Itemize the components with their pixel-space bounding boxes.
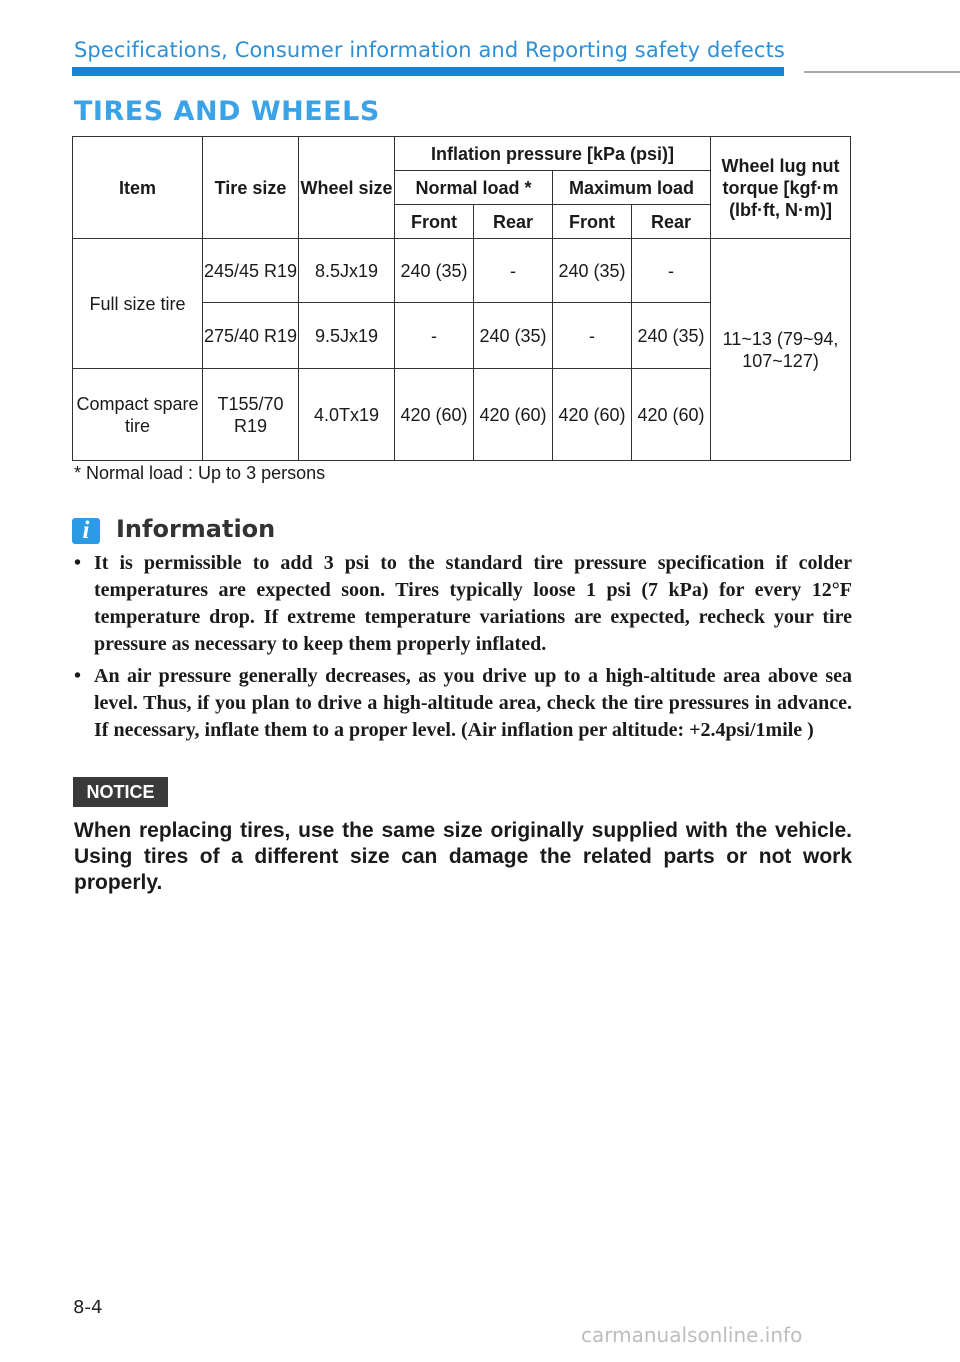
- cell-wheel-size: 9.5Jx19: [299, 303, 395, 369]
- notice-badge: NOTICE: [73, 777, 168, 807]
- header-inflation-pressure: Inflation pressure [kPa (psi)]: [395, 137, 711, 171]
- header-max-rear: Rear: [632, 205, 711, 239]
- header-maximum-load: Maximum load: [553, 171, 711, 205]
- notice-text: When replacing tires, use the same size originally supplied with the vehicle. Using tires of a different size can damage the related parts or not work properly.: [74, 819, 852, 894]
- list-item-text: It is permissible to add 3 psi to the standard tire pressure specification if colder temperatures are expected soon. Tires typically loose 1 psi (7 kPa) for every 12°F temperature drop. If extreme temperature variations are expected, recheck your tire pressure as necessary to keep them properly inflated.: [94, 552, 852, 655]
- cell-tire-size: 275/40 R19: [203, 303, 299, 369]
- cell-normal-front: 240 (35): [395, 239, 474, 303]
- cell-max-rear: -: [632, 239, 711, 303]
- header-max-front: Front: [553, 205, 632, 239]
- cell-normal-rear: -: [474, 239, 553, 303]
- header-divider-line: [804, 71, 960, 73]
- cell-wheel-size: 8.5Jx19: [299, 239, 395, 303]
- header-lug-nut-torque: Wheel lug nut torque [kgf·m (lbf·ft, N·m)]: [711, 137, 851, 239]
- list-item: [72, 663, 852, 744]
- page-header-title: Specifications, Consumer information and Reporting safety defects: [74, 38, 785, 62]
- header-tire-size: Tire size: [203, 137, 299, 239]
- watermark: carmanualsonline.info: [581, 1323, 803, 1347]
- group-compact-spare-tire: Compact spare tire: [73, 369, 203, 461]
- section-title: TIRES AND WHEELS: [74, 96, 380, 127]
- information-title: Information: [116, 515, 276, 543]
- bullet-icon: •: [74, 665, 82, 687]
- tires-wheels-table: [72, 136, 851, 461]
- header-wheel-size: Wheel size: [299, 137, 395, 239]
- cell-max-front: 240 (35): [553, 239, 632, 303]
- header-item: Item: [73, 137, 203, 239]
- cell-normal-rear: 420 (60): [474, 369, 553, 461]
- table-footnote: * Normal load : Up to 3 persons: [74, 463, 326, 483]
- list-item-text: An air pressure generally decreases, as you drive up to a high-altitude area above sea level. Thus, if you plan to drive a high-altitude area, check the tire pressures in advance. If necessary, inflate them to a proper level. (Air inflation per altitude: +2.4psi/1mile ): [94, 665, 852, 741]
- header-normal-load: Normal load *: [395, 171, 553, 205]
- group-full-size-tire: Full size tire: [73, 239, 203, 369]
- cell-max-front: 420 (60): [553, 369, 632, 461]
- header-normal-rear: Rear: [474, 205, 553, 239]
- cell-max-front: -: [553, 303, 632, 369]
- cell-normal-rear: 240 (35): [474, 303, 553, 369]
- information-list: [72, 550, 852, 749]
- cell-lug-nut-torque: 11~13 (79~94, 107~127): [711, 239, 851, 461]
- list-item: [72, 550, 852, 658]
- cell-tire-size: 245/45 R19: [203, 239, 299, 303]
- cell-wheel-size: 4.0Tx19: [299, 369, 395, 461]
- cell-max-rear: 240 (35): [632, 303, 711, 369]
- cell-tire-size: T155/70 R19: [203, 369, 299, 461]
- header-normal-front: Front: [395, 205, 474, 239]
- cell-normal-front: 420 (60): [395, 369, 474, 461]
- header-accent-bar: [72, 67, 784, 76]
- cell-normal-front: -: [395, 303, 474, 369]
- cell-max-rear: 420 (60): [632, 369, 711, 461]
- info-icon: i: [72, 518, 100, 544]
- table-row: [73, 239, 851, 303]
- bullet-icon: •: [74, 552, 82, 574]
- page-number: 8-4: [73, 1297, 103, 1318]
